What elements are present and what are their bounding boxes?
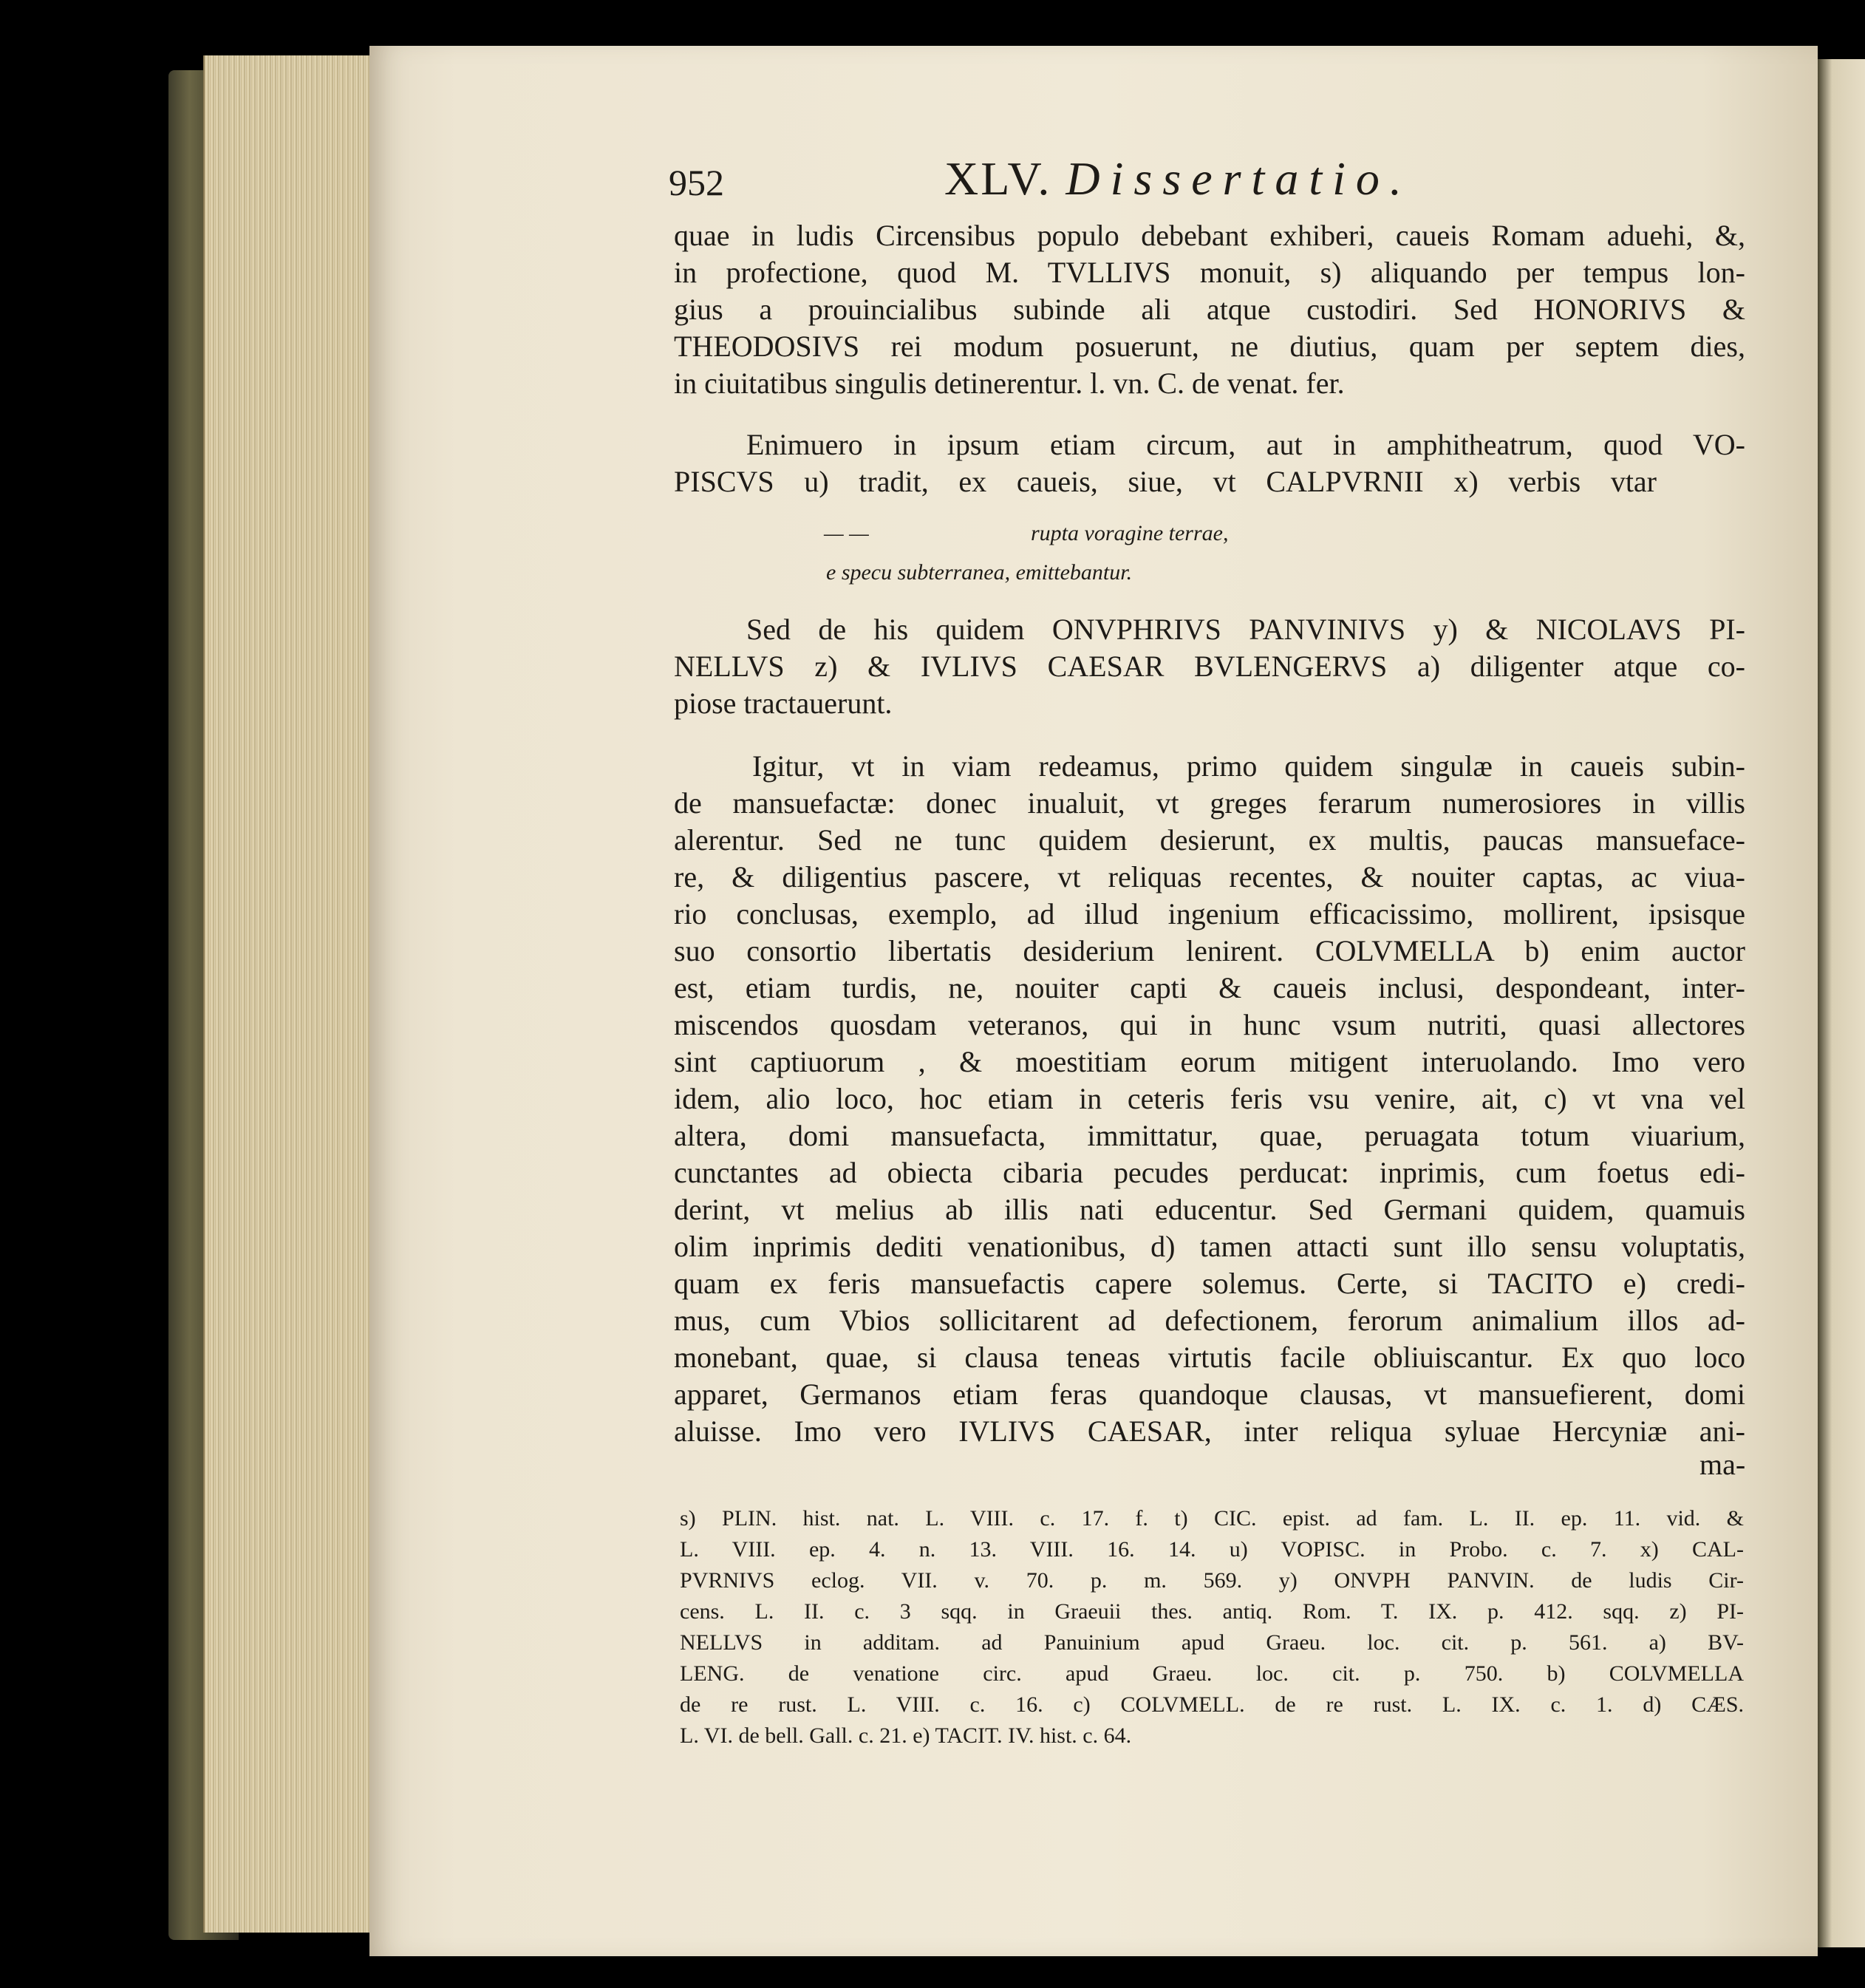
footnote-line: L. VI. de bell. Gall. c. 21. e) TACIT. IV. hist. c. 64. (680, 1723, 1132, 1748)
footnote-line: NELLVS in additam. ad Panuinium apud Graeu. loc. cit. p. 561. a) BV- (680, 1630, 1744, 1655)
body-line: cunctantes ad obiecta cibaria pecudes perducat: inprimis, cum foetus edi- (674, 1156, 1745, 1189)
footnote-line: LENG. de venatione circ. apud Graeu. loc. cit. p. 750. b) COLVMELLA (680, 1661, 1744, 1686)
body-line: re, & diligentius pascere, vt reliquas recentes, & nouiter captas, ac viua- (674, 860, 1745, 893)
verse-line: rupta voragine terrae, (1031, 521, 1229, 545)
body-line: rio conclusas, exemplo, ad illud ingenium efficacissimo, mollirent, ipsisque (674, 897, 1745, 930)
body-line: est, etiam turdis, ne, nouiter capti & caueis inclusi, despondeant, inter- (674, 971, 1745, 1004)
body-line: sint captiuorum , & moestitiam eorum mitigent interuolando. Imo vero (674, 1045, 1745, 1078)
body-line: aluisse. Imo vero IVLIVS CAESAR, inter reliqua syluae Hercyniæ ani- (674, 1415, 1745, 1448)
body-line: mus, cum Vbios sollicitarent ad defectionem, ferorum animalium illos ad- (674, 1304, 1745, 1337)
body-line: Enimuero in ipsum etiam circum, aut in amphitheatrum, quod VO- (746, 428, 1745, 461)
footnote-line: L. VIII. ep. 4. n. 13. VIII. 16. 14. u) VOPISC. in Probo. c. 7. x) CAL- (680, 1537, 1744, 1562)
footnote-line: PVRNIVS eclog. VII. v. 70. p. m. 569. y) ONVPH PANVIN. de ludis Cir- (680, 1568, 1744, 1593)
footnote-line: s) PLIN. hist. nat. L. VIII. c. 17. f. t) CIC. epist. ad fam. L. II. ep. 11. vid. & (680, 1506, 1744, 1531)
footnote-line: cens. L. II. c. 3 sqq. in Graeuii thes. antiq. Rom. T. IX. p. 412. sqq. z) PI- (680, 1599, 1744, 1624)
verse-line: e specu subterranea, emittebantur. (826, 560, 1133, 585)
body-line: de mansuefactæ: donec inualuit, vt greges ferarum numerosiores in villis (674, 786, 1745, 820)
body-line: piose tractauerunt. (674, 687, 893, 720)
body-line: monebant, quae, si clausa teneas virtutis facile obliuiscantur. Ex quo loco (674, 1341, 1745, 1374)
page-number: 952 (669, 162, 724, 203)
page-edges (203, 55, 382, 1933)
body-line: THEODOSIVS rei modum posuerunt, ne diutius, quam per septem dies, (674, 330, 1745, 363)
body-line: quam ex feris mansuefactis capere solemus. Certe, si TACITO e) credi- (674, 1267, 1745, 1300)
catchword: ma- (1699, 1448, 1746, 1481)
body-line: Sed de his quidem ONVPHRIVS PANVINIVS y) & NICOLAVS PI- (746, 613, 1745, 646)
body-line: alerentur. Sed ne tunc quidem desierunt, ex multis, paucas mansueface- (674, 823, 1745, 857)
header-roman: XLV. (944, 152, 1052, 205)
body-line: idem, alio loco, hoc etiam in ceteris feris vsu venire, ait, c) vt vna vel (674, 1082, 1745, 1115)
body-line: olim inprimis dediti venationibus, d) tamen attacti sunt illo sensu voluptatis, (674, 1230, 1745, 1263)
body-line: NELLVS z) & IVLIVS CAESAR BVLENGERVS a) diligenter atque co- (674, 650, 1745, 683)
body-line: in profectione, quod M. TVLLIVS monuit, s) aliquando per tempus lon- (674, 256, 1745, 289)
body-line: Igitur, vt in viam redeamus, primo quidem singulæ in caueis subin- (752, 749, 1745, 783)
footnote-line: de re rust. L. VIII. c. 16. c) COLVMELL. de re rust. L. IX. c. 1. d) CÆS. (680, 1692, 1744, 1717)
body-line: gius a prouincialibus subinde ali atque custodiri. Sed HONORIVS & (674, 293, 1745, 326)
body-line: in ciuitatibus singulis detinerentur. l. vn. C. de venat. fer. (674, 367, 1345, 400)
verse-dashes: — — (824, 521, 869, 545)
body-line: altera, domi mansuefacta, immittatur, quae, peruagata totum viuarium, (674, 1119, 1745, 1152)
body-line: PISCVS u) tradit, ex caueis, siue, vt CALPVRNII x) verbis vtar (674, 465, 1657, 498)
body-line: apparet, Germanos etiam feras quandoque clausas, vt mansuefierent, domi (674, 1378, 1745, 1411)
facing-page-edge (1818, 59, 1865, 1947)
running-header (944, 152, 1412, 206)
body-line: quae in ludis Circensibus populo debebant exhiberi, caueis Romam aduehi, &, (674, 219, 1745, 252)
body-line: suo consortio libertatis desiderium lenirent. COLVMELLA b) enim auctor (674, 934, 1745, 967)
body-line: derint, vt melius ab illis nati educentur. Sed Germani quidem, quamuis (674, 1193, 1745, 1226)
header-word: Dissertatio. (1066, 152, 1412, 205)
body-line: miscendos quosdam veteranos, qui in hunc vsum nutriti, quasi allectores (674, 1008, 1745, 1041)
